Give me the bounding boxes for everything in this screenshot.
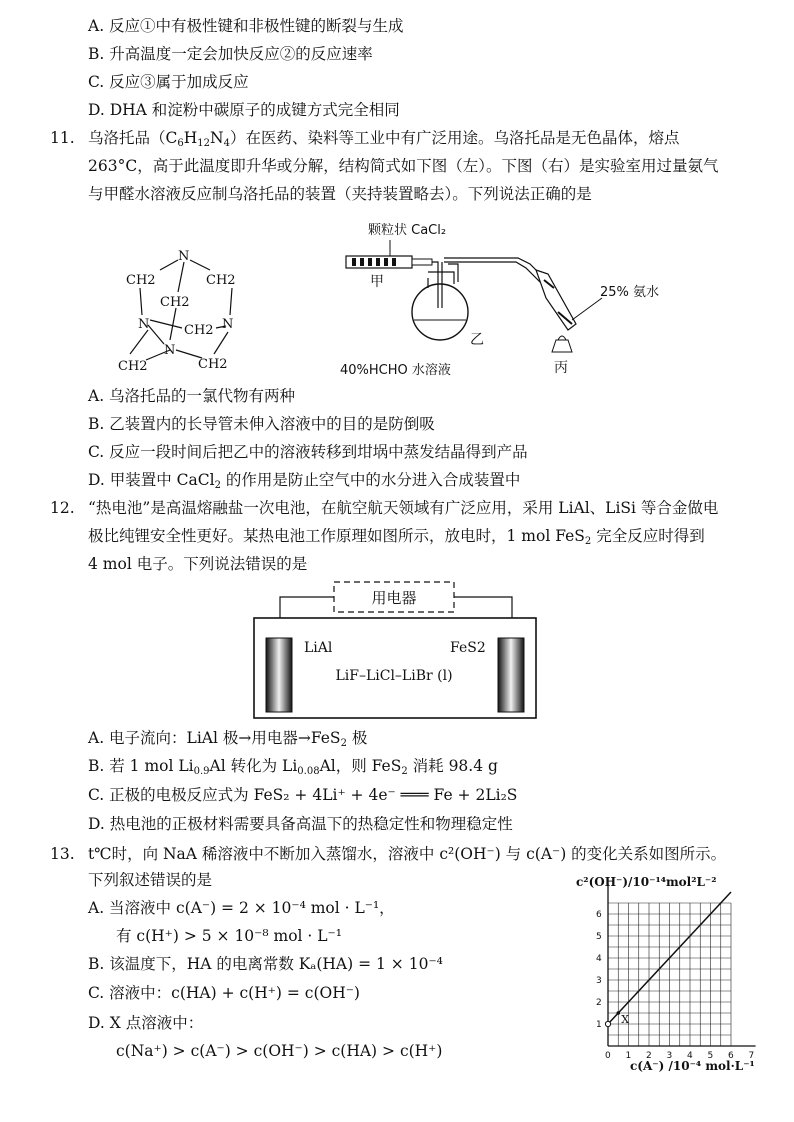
flask-yi <box>412 284 468 340</box>
y-tick-label: 1 <box>596 1020 602 1030</box>
urotropine-ch2-left-bottom: CH2 <box>118 359 148 374</box>
electrode-liai <box>266 638 292 712</box>
label-jia: 甲 <box>370 274 384 290</box>
y-tick-label: 4 <box>596 954 602 964</box>
q11-option-a: A. 乌洛托品的一氯代物有两种 <box>88 387 296 405</box>
y-tick-label: 3 <box>596 976 602 986</box>
q11-option-b: B. 乙装置内的长导管未伸入溶液中的目的是防倒吸 <box>88 415 435 433</box>
point-x-marker <box>616 1011 620 1015</box>
liai-label: LiAl <box>304 640 333 656</box>
electrode-fes2 <box>498 638 524 712</box>
point-x-label: X <box>621 1013 630 1026</box>
q12-option-a: A. 电子流向：LiAl 极→用电器→FeS$_2$ 极 <box>88 729 368 749</box>
q13-option-d-line-2: c(Na⁺) > c(A⁻) > c(OH⁻) > c(HA) > c(H⁺) <box>116 1042 443 1060</box>
urotropine-n-top: N <box>178 249 190 264</box>
q13-option-a-line-1: A. 当溶液中 c(A⁻) = 2 × 10⁻⁴ mol · L⁻¹， <box>88 899 395 917</box>
chart-y-label: c²(OH⁻)/10⁻¹⁴mol²L⁻² <box>576 875 717 889</box>
q10-option-d: D. DHA 和淀粉中碳原子的成键方式完全相同 <box>88 101 400 119</box>
urotropine-ch2-center: CH2 <box>160 295 190 310</box>
q12-line-3: 4 mol 电子。下列说法错误的是 <box>88 555 308 573</box>
urotropine-n-right: N <box>222 317 234 332</box>
label-yi: 乙 <box>470 332 484 348</box>
fes2-label: FeS2 <box>450 640 486 656</box>
y-tick-label: 6 <box>596 910 602 920</box>
q13-option-c: C. 溶液中：c(HA) + c(H⁺) = c(OH⁻) <box>88 984 360 1002</box>
line-start-point <box>605 1021 610 1026</box>
q13-option-a-line-2: 有 c(H⁺) > 5 × 10⁻⁸ mol · L⁻¹ <box>116 927 342 945</box>
cacl2-label: 颗粒状 CaCl₂ <box>368 223 447 238</box>
q13-option-d-line-1: D. X 点溶液中： <box>88 1014 204 1032</box>
oh-a-chart <box>570 870 784 1082</box>
x-tick-label: 7 <box>748 1051 755 1061</box>
q11-number: 11. <box>50 129 75 147</box>
q13-option-b: B. 该温度下，HA 的电离常数 Kₐ(HA) = 1 × 10⁻⁴ <box>88 955 443 973</box>
device-label: 用电器 <box>371 589 417 607</box>
x-tick-label: 1 <box>625 1051 632 1061</box>
q13-line-1: t℃时，向 NaA 稀溶液中不断加入蒸馏水，溶液中 c²(OH⁻) 与 c(A⁻) 的变化关系如图所示。 <box>88 845 727 863</box>
urotropine-ch2-middle: CH2 <box>184 323 214 338</box>
q10-option-c: C. 反应③属于加成反应 <box>88 73 249 91</box>
electrolyte-label: LiF–LiCl–LiBr (l) <box>335 668 453 684</box>
label-bing: 丙 <box>554 360 568 376</box>
alcohol-lamp <box>552 340 572 352</box>
ammonia-label: 25% 氨水 <box>600 285 660 300</box>
x-tick-label: 3 <box>666 1051 673 1061</box>
thermal-battery-diagram <box>250 578 540 722</box>
x-tick-label: 0 <box>605 1051 611 1061</box>
q13-line-2: 下列叙述错误的是 <box>88 871 213 889</box>
x-tick-label: 4 <box>687 1051 693 1061</box>
x-tick-label: 2 <box>646 1051 652 1061</box>
urotropine-n-bottom: N <box>164 343 176 358</box>
q13-number: 13. <box>50 845 75 863</box>
y-tick-label: 5 <box>596 932 602 942</box>
q11-line-1: 乌洛托品$(C_6H_{12}N_4)$在医药、染料等工业中有广泛用途。乌洛托品是无色晶体，熔点 <box>88 129 680 149</box>
urotropine-structure <box>110 240 260 375</box>
hcho-label: 40%HCHO 水溶液 <box>340 363 451 378</box>
x-tick-label: 6 <box>728 1051 734 1061</box>
x-tick-label: 5 <box>707 1051 714 1061</box>
q12-option-d: D. 热电池的正极材料需要具备高温下的热稳定性和物理稳定性 <box>88 815 513 833</box>
q10-option-b: B. 升高温度一定会加快反应②的反应速率 <box>88 45 373 63</box>
q11-line-3: 与甲醛水溶液反应制乌洛托品的装置（夹持装置略去）。下列说法正确的是 <box>88 185 592 203</box>
urotropine-n-left: N <box>138 317 150 332</box>
urotropine-ch2-right-bottom: CH2 <box>198 357 228 372</box>
apparatus-diagram <box>340 212 700 380</box>
q11-option-c: C. 反应一段时间后把乙中的溶液转移到坩埚中蒸发结晶得到产品 <box>88 443 528 461</box>
chart-x-label: c(A⁻) /10⁻⁴ mol·L⁻¹ <box>630 1059 755 1073</box>
q11-line-2: 263°C，高于此温度即升华或分解，结构简式如下图（左）。下图（右）是实验室用过量氨气 <box>88 157 719 175</box>
q12-option-c: C. 正极的电极反应式为 FeS₂ + 4Li⁺ + 4e⁻ ═══ Fe + 2Li₂S <box>88 786 518 804</box>
q12-line-2: 极比纯锂安全性更好。某热电池工作原理如图所示，放电时，1 mol FeS$_2$ 完全反应时得到 <box>88 527 705 547</box>
q12-option-b: B. 若 1 mol $Li_{0.9}Al$ 转化为 $Li_{0.08}Al$，则 FeS$_2$ 消耗 98.4 g <box>88 757 498 777</box>
q12-number: 12. <box>50 499 75 517</box>
y-tick-label: 2 <box>596 998 602 1008</box>
urotropine-ch2-right-top: CH2 <box>206 273 236 288</box>
urotropine-ch2-left-top: CH2 <box>126 273 156 288</box>
q12-line-1: “热电池”是高温熔融盐一次电池，在航空航天领域有广泛应用，采用 LiAl、LiSi 等合金做电 <box>88 499 719 517</box>
q11-option-d: D. 甲装置中 CaCl$_2$ 的作用是防止空气中的水分进入合成装置中 <box>88 471 521 491</box>
q10-option-a: A. 反应①中有极性键和非极性键的断裂与生成 <box>88 17 404 35</box>
